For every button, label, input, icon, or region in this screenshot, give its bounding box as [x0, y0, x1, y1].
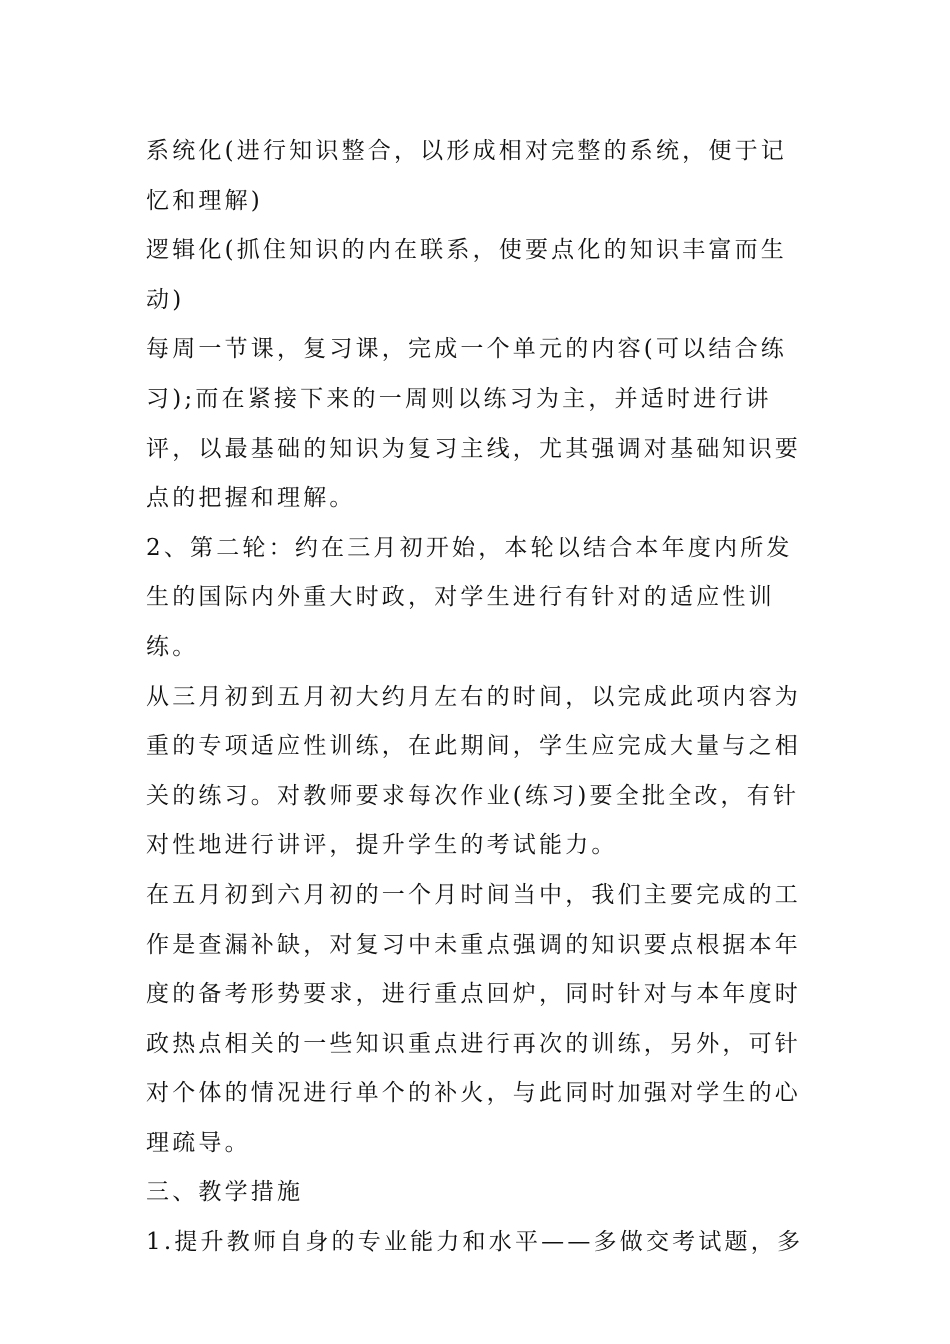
- paragraph-logicalization: 逻辑化(抓住知识的内在联系，使要点化的知识丰富而生动): [146, 237, 787, 313]
- paragraph-systematization: 系统化(进行知识整合，以形成相对完整的系统，便于记忆和理解): [146, 138, 787, 214]
- section-heading-teaching-measures: 三、教学措施: [146, 1179, 304, 1206]
- paragraph-march-to-may: 从三月初到五月初大约月左右的时间，以完成此项内容为重的专项适应性训练，在此期间，学生应完成大量与之相关的练习。对教师要求每次作业(练习)要全批全改，有针对性地进行讲评，提升学生的考试能力。: [146, 683, 801, 859]
- paragraph-second-round: 2、第二轮：约在三月初开始，本轮以结合本年度内所发生的国际内外重大时政，对学生进行有针对的适应性训练。: [146, 534, 793, 660]
- paragraph-may-to-june: 在五月初到六月初的一个月时间当中，我们主要完成的工作是查漏补缺，对复习中未重点强调的知识要点根据本年度的备考形势要求，进行重点回炉，同时针对与本年度时政热点相关的一些知识重点进行再次的训练，另外，可针对个体的情况进行单个的补火，与此同时加强对学生的心理疏导。: [146, 881, 801, 1156]
- paragraph-measure-1: 1.提升教师自身的专业能力和水平——多做交考试题，多: [146, 1229, 804, 1256]
- document-page: [146, 127, 811, 1268]
- paragraph-weekly-review: 每周一节课，复习课，完成一个单元的内容(可以结合练习);而在紧接下来的一周则以练习为主，并适时进行讲评，以最基础的知识为复习主线，尤其强调对基础知识要点的把握和理解。: [146, 336, 801, 512]
